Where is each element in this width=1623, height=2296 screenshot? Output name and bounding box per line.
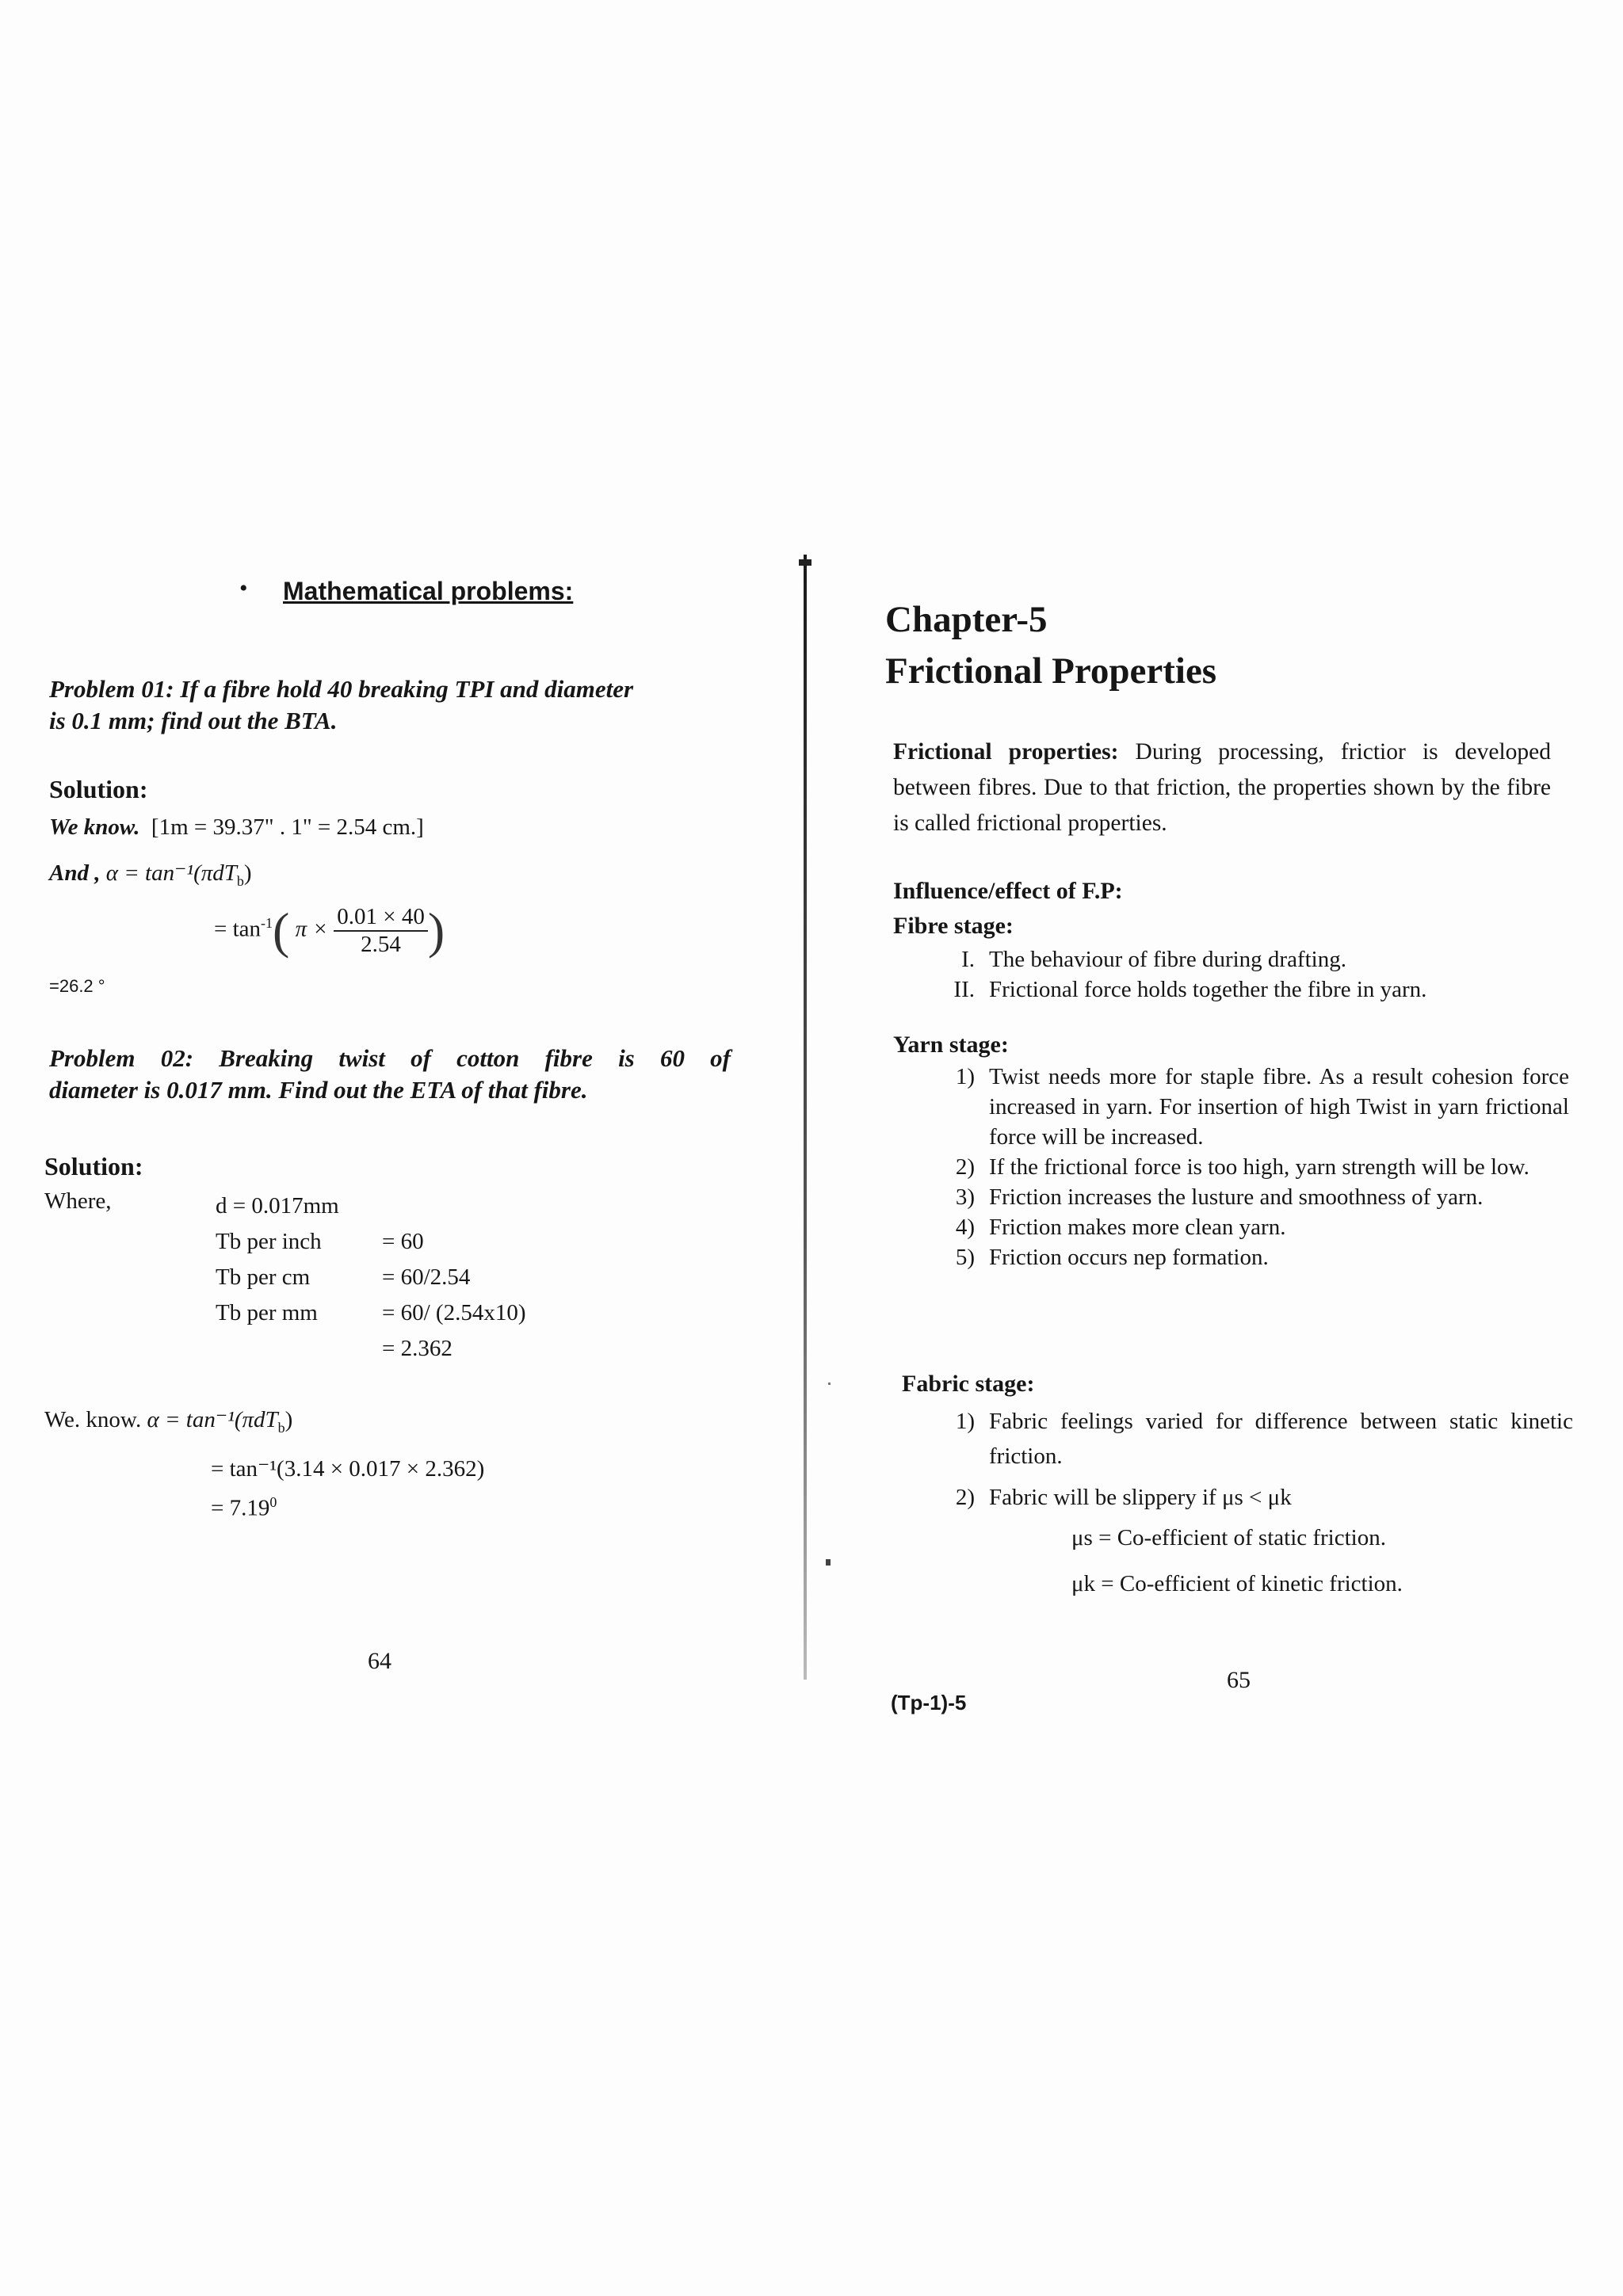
list-text: The behaviour of fibre during drafting. [989,947,1346,972]
list-text: Fabric feelings varied for difference between static kinetic friction. [989,1409,1573,1469]
list-item [927,1480,1573,1515]
yarn-stage-heading: Yarn stage: [893,1032,1009,1058]
variable-value: = 60/2.54 [382,1264,471,1290]
chapter-number: Chapter-5 [885,599,1048,640]
conversion-text: [1m = 39.37" . 1" = 2.54 cm.] [151,814,424,840]
problem-text: Breaking twist of cotton fibre is 60 of [219,1044,731,1072]
problem-label: Problem 02: [49,1044,194,1072]
fraction-denominator: 2.54 [361,932,401,957]
variable-list [216,1188,525,1367]
list-item [927,1182,1569,1212]
list-text: Friction increases the lusture and smoothness of yarn. [989,1184,1484,1210]
list-item [927,1212,1569,1242]
bta-result: =26.2 ° [49,976,105,996]
where-label: Where, [44,1188,112,1214]
scan-speck [826,1559,831,1566]
problem-text: diameter is 0.017 mm. [49,1076,273,1104]
list-marker: I. [961,947,975,972]
list-text: Friction occurs nep formation. [989,1245,1269,1270]
page-number: 65 [1227,1667,1251,1693]
variable-name: Tb per mm [216,1300,318,1325]
variable-value: = 2.362 [382,1336,453,1361]
problem-02-statement [49,1043,731,1106]
variable-row [216,1224,525,1260]
list-item [927,1242,1569,1272]
book-spine [804,555,807,1680]
list-item [927,1152,1569,1182]
list-marker: 2) [955,1485,975,1510]
pi-symbol: π × [295,916,328,942]
list-marker: 1) [955,1064,975,1089]
intro-label: Frictional properties: [893,739,1119,765]
known-conversion [49,814,424,841]
variable-name: d = 0.017mm [216,1193,339,1219]
section-title: Mathematical problems: [283,577,574,605]
we-know-label: We know. [49,814,140,840]
bullet: • [239,575,248,601]
solution-label: Solution: [44,1152,143,1180]
problem-text: If a fibre hold 40 breaking TPI and diameter [180,675,634,703]
fibre-stage-list [927,944,1426,1005]
intro-text: During processing, frictior is developed between fibres. Due to that friction, the properties shown by the fibre is called frictional properties. [893,739,1551,836]
fraction [334,904,428,958]
formula: α = tan⁻¹(πdT [105,860,237,886]
list-item [927,1404,1573,1474]
variable-name: Tb per inch [216,1229,322,1254]
formula-subscript: b [236,872,244,889]
formula-close: ) [285,1407,293,1432]
problem-01-statement [49,673,633,737]
eta-substitution: = tan⁻¹(3.14 × 0.017 × 2.362) [211,1456,485,1482]
variable-row [216,1188,525,1224]
paren-open: ( [273,902,290,959]
we-know-label: We. know. [44,1407,142,1432]
fibre-stage-heading: Fibre stage: [893,913,1014,939]
and-label: And , [49,860,101,886]
result-value: = 7.19 [211,1495,270,1521]
degree-sup: 0 [269,1494,277,1510]
list-text: Friction makes more clean yarn. [989,1215,1286,1240]
variable-row [216,1331,525,1367]
solution-label: Solution: [49,775,148,803]
problem-text: is 0.1 mm; find out the BTA. [49,707,338,734]
inverse-sup: -1 [261,915,273,931]
variable-value: = 60/ (2.54x10) [382,1300,526,1325]
list-item [927,974,1426,1005]
formula-subscript: b [277,1419,285,1436]
fabric-stage-list [927,1404,1573,1515]
list-marker: 5) [955,1245,975,1270]
list-marker: 2) [955,1154,975,1180]
list-marker: II. [953,977,975,1002]
problem-text: Find out the ETA of that fibre. [278,1076,588,1104]
list-marker: 4) [955,1215,975,1240]
list-text: Frictional force holds together the fibre in yarn. [989,977,1427,1002]
footer-code: (Tp-1)-5 [891,1691,967,1714]
list-text: Fabric will be slippery if μs < μk [989,1485,1292,1510]
list-marker: 1) [955,1409,975,1434]
page-number: 64 [368,1648,391,1674]
paren-close: ) [427,902,445,959]
formula: α = tan⁻¹(πdT [147,1407,278,1432]
problem-label: Problem 01: [49,675,174,703]
spine-mark [799,559,812,566]
influence-heading: Influence/effect of F.P: [893,878,1123,904]
eta-formula [44,1405,292,1436]
list-item [927,1062,1569,1152]
formula-close: ) [243,860,252,886]
eta-result [211,1494,277,1522]
yarn-stage-list [927,1062,1569,1272]
kinetic-friction-definition: μk = Co-efficient of kinetic friction. [1071,1571,1403,1596]
variable-row [216,1295,525,1331]
list-marker: 3) [955,1184,975,1210]
bta-substitution [214,902,445,960]
variable-name: Tb per cm [216,1264,311,1290]
list-text: If the frictional force is too high, yarn strength will be low. [989,1154,1529,1180]
list-item [927,944,1426,974]
variable-value: = 60 [382,1229,424,1254]
scan-speck [828,1383,831,1385]
list-text: Twist needs more for staple fibre. As a result cohesion force increased in yarn. For insertion of high Twist in yarn frictional force will be increased. [989,1064,1569,1150]
chapter-title: Frictional Properties [885,650,1217,692]
tan-prefix: = tan [214,916,262,942]
intro-paragraph [893,734,1551,841]
fabric-stage-heading: Fabric stage: [902,1371,1035,1397]
variable-row [216,1260,525,1295]
fraction-numerator: 0.01 × 40 [334,904,428,932]
bta-formula [49,859,252,890]
static-friction-definition: μs = Co-efficient of static friction. [1071,1525,1386,1550]
